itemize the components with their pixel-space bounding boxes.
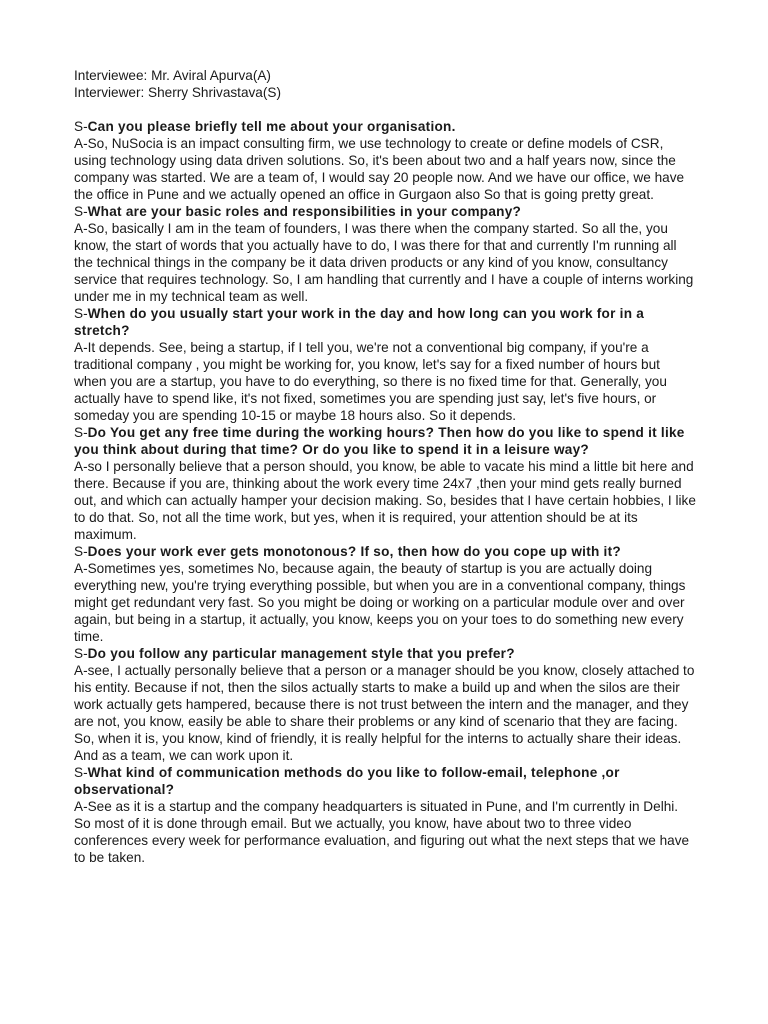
- question: [74, 305, 696, 339]
- interviewer-line: Interviewer: Sherry Shrivastava(S): [74, 85, 281, 100]
- question-prefix: S-: [74, 544, 88, 559]
- answer-text: A-So, basically I am in the team of founders, I was there when the company started. So all the, you know, the start of words that you actually have to do, I was there for that and currently I'm running all the technical things in the company be it data driven products or any kind of you know, consultancy service that requires technology. So, I am handling that currently and I have a couple of interns working under me in my technical team as well.: [74, 221, 694, 304]
- answer-text: A-See as it is a startup and the company headquarters is situated in Pune, and I'm currently in Delhi. So most of it is done through email. But we actually, you know, have about two to three video conferences every week for performance evaluation, and figuring out what the next steps that we have to be taken.: [74, 799, 690, 865]
- qa-block: [74, 543, 696, 645]
- question: [74, 118, 696, 135]
- question-text: When do you usually start your work in the day and how long can you work for in a stretch?: [74, 306, 645, 338]
- qa-block: [74, 424, 696, 543]
- question: [74, 645, 696, 662]
- qa-block: [74, 305, 696, 424]
- qa-block: [74, 645, 696, 764]
- question: [74, 424, 696, 458]
- question: [74, 543, 696, 560]
- qa-block: [74, 764, 696, 866]
- answer-text: A-so I personally believe that a person should, you know, be able to vacate his mind a little bit here and there. Because if you are, thinking about the work every time 24x7 ,then your mind gets really burned out, and which can actually hamper your decision making. So, besides that I have certain hobbies, I like to do that. So, not all the time work, but yes, when it is required, your attention should be at its maximum.: [74, 459, 696, 542]
- question-text: Do You get any free time during the working hours? Then how do you like to spend it like you think about during that time? Or do you like to spend it in a leisure way?: [74, 425, 685, 457]
- question-text: Can you please briefly tell me about your organisation.: [87, 119, 456, 134]
- question-text: Does your work ever gets monotonous? If so, then how do you cope up with it?: [87, 544, 621, 559]
- question-prefix: S-: [74, 204, 88, 219]
- question-text: What are your basic roles and responsibilities in your company?: [87, 204, 522, 219]
- answer-text: A-see, I actually personally believe that a person or a manager should be you know, closely attached to his entity. Because if not, then the silos actually starts to make a build up and when the silos are their work actually gets hampered, because there is not trust between the intern and the manager, and they are not, you know, easily be able to share their problems or any kind of scenario that they are facing. So, when it is, you know, kind of friendly, it is really helpful for the interns to actually share their ideas. And as a team, we can work upon it.: [74, 663, 695, 763]
- question-prefix: S-: [74, 119, 88, 134]
- question: [74, 764, 696, 798]
- answer-text: A-It depends. See, being a startup, if I tell you, we're not a conventional big company, if you're a traditional company , you might be working for, you know, let's say for a fixed number of hours but when you are a startup, you have to do everything, so there is no fixed time for that. Generally, you actually have to spend like, it's not fixed, sometimes you are spending just say, let's five hours, or someday you are spending 10-15 or maybe 18 hours also. So it depends.: [74, 340, 667, 423]
- question-prefix: S-: [74, 765, 88, 780]
- answer-text: A-Sometimes yes, sometimes No, because again, the beauty of startup is you are actually doing everything new, you're trying everything possible, but when you are in a conventional company, things might get redundant very fast. So you might be doing or working on a particular module over and over again, but being in a startup, it actually, you know, keeps you on your toes to do something new every time.: [74, 561, 686, 644]
- interview-document: [74, 67, 696, 866]
- qa-block: [74, 203, 696, 305]
- question-prefix: S-: [74, 425, 88, 440]
- spacer: [74, 101, 696, 118]
- question-text: Do you follow any particular management style that you prefer?: [87, 646, 515, 661]
- qa-block: [74, 118, 696, 203]
- question-text: What kind of communication methods do you like to follow-email, telephone ,or observational?: [74, 765, 620, 797]
- question-prefix: S-: [74, 306, 88, 321]
- interviewee-line: Interviewee: Mr. Aviral Apurva(A): [74, 68, 271, 83]
- answer-text: A-So, NuSocia is an impact consulting firm, we use technology to create or define models of CSR, using technology using data driven solutions. So, it's been about two and a half years now, since the company was started. We are a team of, I would say 20 people now. And we have our office, we have the office in Pune and we actually opened an office in Gurgaon also So that is going pretty great.: [74, 136, 685, 202]
- question: [74, 203, 696, 220]
- question-prefix: S-: [74, 646, 88, 661]
